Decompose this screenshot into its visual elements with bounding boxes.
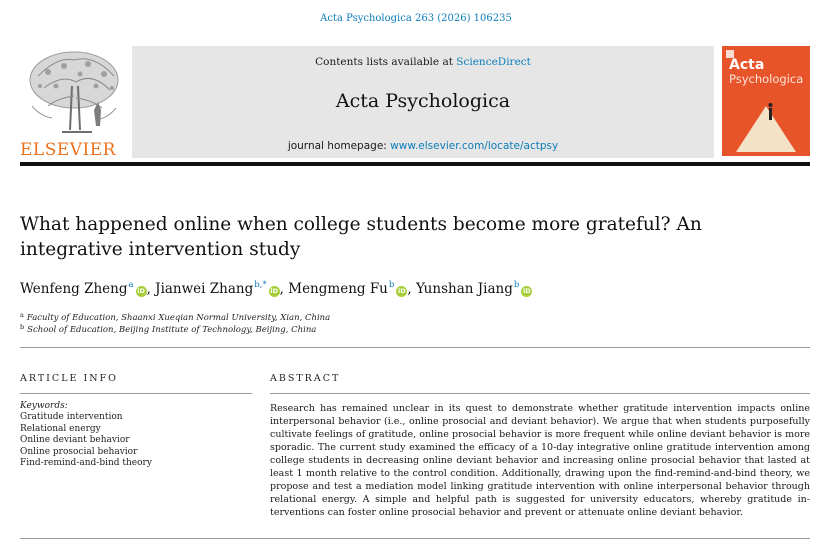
keywords-label: Keywords: [20,401,68,411]
journal-citation-link[interactable]: Acta Psychologica 263 (2026) 106235 [320,13,512,24]
keyword: Relational energy [20,423,101,434]
elsevier-tree-icon [18,46,130,140]
author-affiliation-marker[interactable]: a [128,280,134,290]
author-name[interactable]: Jianwei Zhang [155,281,254,297]
author-separator: , [279,281,289,297]
affiliation [20,323,316,335]
article-info-heading: ARTICLE INFO [20,373,118,384]
author-separator: , [146,281,156,297]
abstract-heading: ABSTRACT [270,373,341,384]
affiliation-text: Faculty of Education, Shaanxi Xueqian Normal University, Xian, China [26,313,331,323]
elsevier-wordmark: ELSEVIER [20,140,116,160]
orcid-icon[interactable]: iD [137,287,145,295]
abstract-text: Research has remained unclear in its quest to demonstrate whether gratitude intervention impacts online interpersonal behavior (i.e., online prosocial and deviant behavior). We argue that when students purposefully cultivate feelings of gratitude, online prosocial behavior is more frequent while online deviant behavior is more sporadic. The current study examined the efficacy of a 10-day integrative online gratitude intervention among college students in decreasing online deviant behavior and increasing online prosocial behavior that lasted at least 1 month relative to the control condition. Additionally, drawing upon the find-remind-and-bind theory, we propose and test a mediation model linking gratitude intervention with online interpersonal behavior through relational energy. A simple and helpful path is suggested for university educators, whereby gratitude interventions can foster online prosocial behavior and prevent or attenuate online deviant behavior. [270,403,810,518]
homepage-link[interactable]: www.elsevier.com/locate/actpsy [390,140,559,152]
keywords-block [20,401,260,469]
sciencedirect-link[interactable]: ScienceDirect [456,56,531,68]
orcid-icon[interactable]: iD [270,287,278,295]
contents-prefix: Contents lists available at [315,56,457,68]
keyword: Find-remind-and-bind theory [20,458,152,469]
cover-title-acta: Acta [729,57,765,73]
journal-name[interactable]: Acta Psychologica [335,90,511,112]
orcid-icon[interactable]: iD [522,287,531,295]
author-affiliation-marker[interactable]: b [388,280,395,290]
cover-title-psychologica: Psychologica [729,72,804,86]
bottom-divider [20,538,810,539]
affiliation-marker: a [20,311,24,319]
contents-availability [132,56,714,68]
author-list [20,280,532,297]
author-name[interactable]: Wenfeng Zheng [20,281,128,297]
author-name[interactable]: Yunshan Jiang [415,281,513,297]
keyword: Online prosocial behavior [20,446,138,457]
figure-icon [94,102,101,126]
keyword: Online deviant behavior [20,435,130,446]
article-info-divider [20,393,252,394]
homepage-prefix: journal homepage: [287,140,391,152]
affiliation-text: School of Education, Beijing Institute of Technology, Beijing, China [27,325,317,335]
affiliation [20,311,330,323]
author-name[interactable]: Mengmeng Fu [288,281,388,297]
author-affiliation-marker[interactable]: b,* [254,280,267,290]
affiliation-marker: b [20,323,25,331]
author-affiliation-marker[interactable]: b [513,280,520,290]
section-divider [20,347,810,348]
abstract-divider [270,393,810,394]
orcid-icon[interactable]: iD [398,287,406,295]
header-divider [20,162,810,166]
keyword: Gratitude intervention [20,412,123,423]
author-separator: , [407,281,416,297]
article-title: What happened online when college students become more grateful? An integrative intervention study [20,214,702,260]
journal-homepage [132,140,714,152]
